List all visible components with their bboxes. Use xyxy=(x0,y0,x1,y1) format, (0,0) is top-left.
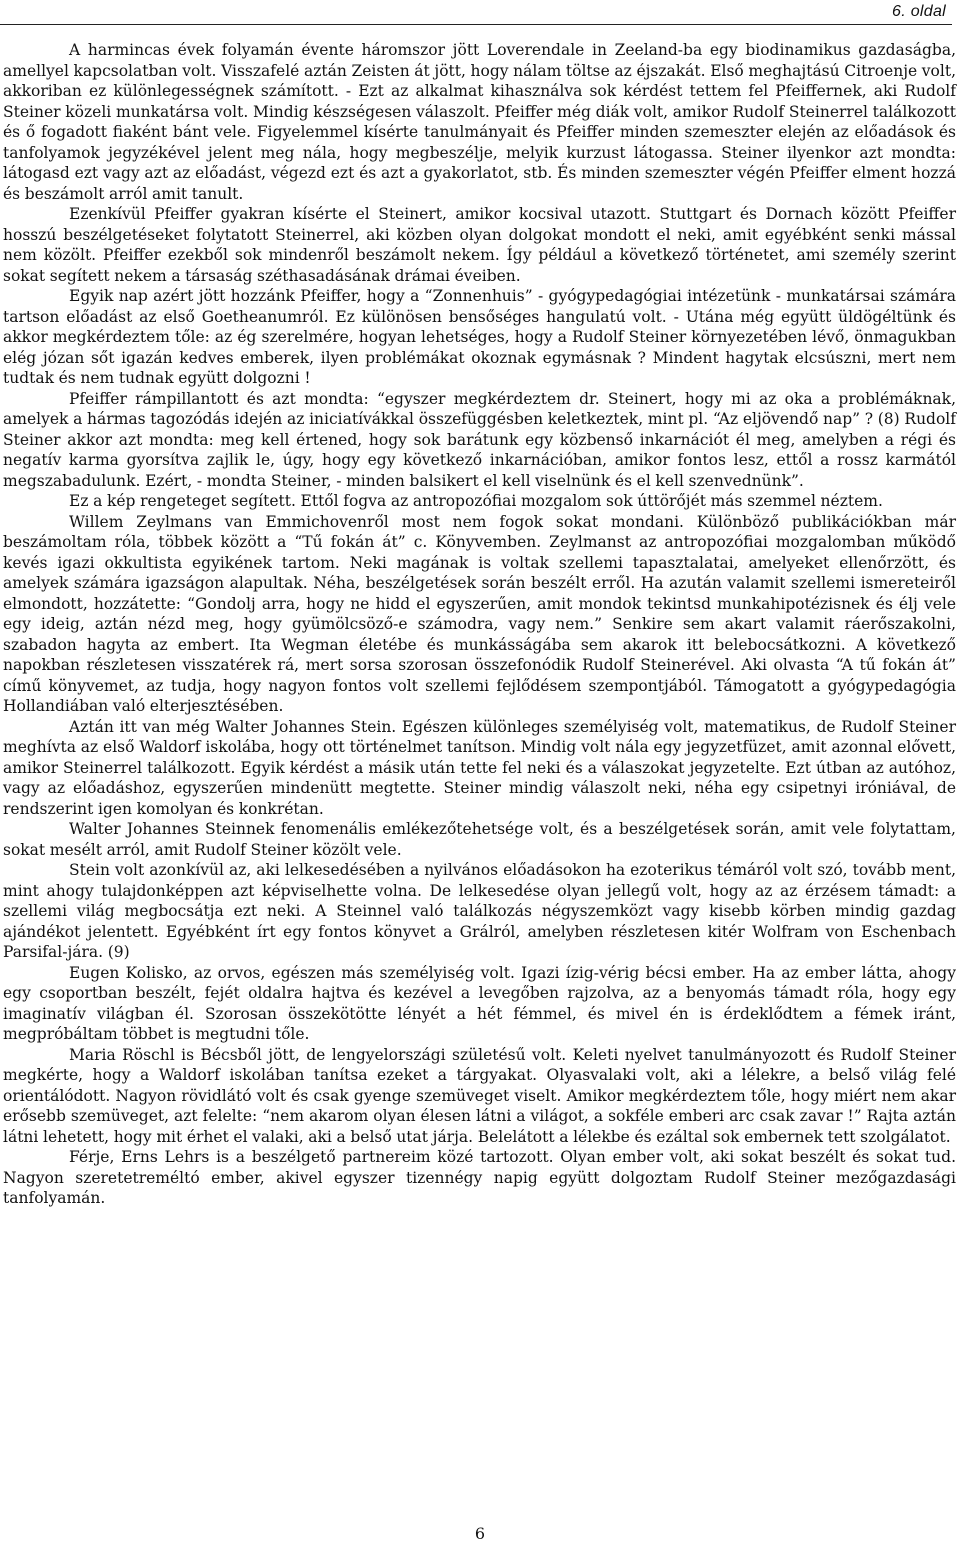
paragraph: A harmincas évek folyamán évente háromszor jött Loverendale in Zeeland-ba egy biodinamikus gazdaságba, amellyel kapcsolatban volt. Visszafelé aztán Zeisten át jött, hogy nálam töltse az éjszakát. Első meghajtású Citroenje volt, akkoriban ez különlegességnek számított. - Ezt az alkalmat kihasználva sok kérdést tettem fel Pfeiffernek, aki Rudolf Steiner közeli munkatársa volt. Mindig készségesen válaszolt. Pfeiffer még diák volt, amikor Rudolf Steinerrel találkozott és ő fogadott fiaként bánt vele. Figyelemmel kísérte tanulmányait és Pfeiffer minden szemeszter elején az előadások és tanfolyamok jegyzékével jelent meg nála, hogy megbeszélje, melyik kurzust látogassa. Steiner ilyenkor azt mondta: látogasd ezt vagy azt az előadást, végezd ezt és azt a gyakorlatot, stb. És minden szemeszter végén Pfeiffer elment hozzá és beszámolt arról amit tanult. xyxy=(3,41,956,203)
paragraph: Eugen Kolisko, az orvos, egészen más személyiség volt. Igazi ízig-vérig bécsi ember. Ha az ember látta, ahogy egy csoportban beszélt, fejét oldalra hajtva és kezével a levegőben rajzolva, az a benyomás támadt róla, hogy egy imaginatív világban él. Szorosan összekötötte lényét a hét fémmel, és mivel én is érdeklődtem a fémek iránt, megpróbáltam többet is megtudni tőle. xyxy=(3,963,956,1043)
paragraph: Pfeiffer rámpillantott és azt mondta: “egyszer megkérdeztem dr. Steinert, hogy mi az oka a problémáknak, amelyek a hármas tagozódás idején az iniciatívákkal összefüggésben keletkeztek, mint pl. “Az eljövendő nap” ? (8) Rudolf Steiner akkor azt mondta: meg kell értened, hogy sok barátunk egy közbenső inkarnációt él meg, amelyben a régi és negatív karma gyorsítva zajlik le, úgy, hogy egy következő inkarnációban, amikor fontos lesz, ettől a rossz karmától megszabadulunk. Ezért, - mondta Steiner, - minden balsikert el kell viselnünk és el kell szenvednünk”. xyxy=(3,389,956,490)
document-body xyxy=(3,40,956,1209)
page-number: 6 xyxy=(474,1524,486,1543)
paragraph: Aztán itt van még Walter Johannes Stein. Egészen különleges személyiség volt, matematikus, de Rudolf Steiner meghívta az első Waldorf iskolába, hogy ott történelmet tanítson. Mindig volt nála egy jegyzetfüzet, amit azonnal elővett, amikor Steinerrel találkozott. Egyik kérdést a másik után tette fel neki és a válaszokat jegyzetelte. Ezt útban az autóhoz, vagy az előadáshoz, egyszerűen mindenütt megtette. Steiner mindig válaszolt neki, néha egy csipetnyi iróniával, de rendszerint igen komolyan és konkrétan. xyxy=(3,717,956,818)
paragraph: Maria Röschl is Bécsből jött, de lengyelországi születésű volt. Keleti nyelvet tanulmányozott és Rudolf Steiner megkérte, hogy a Waldorf iskolában tanítsa ezeket a tárgyakat. Olyasvalaki volt, aki a lélekre, a belső világ felé orientálódott. Nagyon rövidlátó volt és csak gyenge szemüveget viselt. Amikor megkérdeztem tőle, hogy miért nem akar erősebb szemüveget, azt felelte: “nem akarom olyan élesen látni a világot, a sokféle emberi arc csak zavar !” Rajta aztán látni lehetett, hogy mit érhet el valaki, aki a belső utat járja. Belelátott a lélekbe és ezáltal sok embernek tett szolgálatot. xyxy=(3,1045,956,1146)
header-rule xyxy=(0,24,952,25)
paragraph: Willem Zeylmans van Emmichovenről most nem fogok sokat mondani. Különböző publikációkban már beszámoltam róla, többek között a “Tű fokán át” c. Könyvemben. Zeylmanst az antropozófiai mozgalomban működő kevés igazi okkultista egyikének tartom. Neki magának is voltak szellemi tapasztalatai, amelyeket ellenőrzött, és amelyek számára igazságon alapultak. Néha, beszélgetések során beszélt erről. Ha azután valamit szellemi ismereteiről elmondott, hozzátette: “Gondolj arra, hogy ne hidd el egyszerűen, amit mondok tekintsd munkahipotézisnek és élj vele egy ideig, aztán nézd meg, hogy gyümölcsöző-e számodra, vagy nem.” Senkire sem akart valamit ráerőszakolni, szabadon hagyta az embert. Ita Wegman életébe és munkásságába sem akarok itt belebocsátkozni. A következő napokban részletesen visszatérek rá, mert sorsa szorosan összefonódik Rudolf Steinerével. Aki olvasta “A tű fokán át” című könyvemet, az tudja, hogy nagyon fontos volt szellemi fejlődésem szempontjából. Támogatott a gyógypedagógia Hollandiában való elterjesztésében. xyxy=(3,512,956,715)
paragraph: Ez a kép rengeteget segített. Ettől fogva az antropozófiai mozgalom sok úttörőjét más szemmel néztem. xyxy=(69,492,883,510)
paragraph: Walter Johannes Steinnek fenomenális emlékezőtehetsége volt, és a beszélgetések során, amit vele folytattam, sokat mesélt arról, amit Rudolf Steiner közölt vele. xyxy=(3,820,956,859)
page-header-label: 6. oldal xyxy=(892,3,946,20)
paragraph: Stein volt azonkívül az, aki lelkesedésében a nyilvános előadásokon ha ezoterikus témáról volt szó, tovább ment, mint ahogy tulajdonképpen azt képviselhette volna. De lelkesedése olyan jellegű volt, hogy az az érzésem támadt: a szellemi világ megbocsátja ezt neki. A Steinnel való találkozás négyszemközt vagy kisebb körben mindig gazdag ajándékot jelentett. Egyébként írt egy fontos könyvet a Grálról, amelyben részletesen kitér Wolfram von Eschenbach Parsifal-jára. (9) xyxy=(3,861,956,961)
paragraph: Ezenkívül Pfeiffer gyakran kísérte el Steinert, amikor kocsival utazott. Stuttgart és Dornach között Pfeiffer hosszú beszélgetéseket folytatott Steinerrel, aki közben olyan dolgokat mondott el neki, amit egyébként senki mással nem közölt. Pfeiffer ezekből sok mindenről beszámolt nekem. Így például a következő történetet, ami személy szerint sokat segített nekem a társaság széthasadásának drámai éveiben. xyxy=(3,205,956,285)
paragraph: Férje, Erns Lehrs is a beszélgető partnereim közé tartozott. Olyan ember volt, aki sokat beszélt és sokat tud. Nagyon szeretetreméltó ember, akivel egyszer tizennégy napig együtt dolgoztam Rudolf Steiner mezőgazdasági tanfolyamán. xyxy=(3,1148,956,1207)
paragraph: Egyik nap azért jött hozzánk Pfeiffer, hogy a “Zonnenhuis” - gyógypedagógiai intézetünk - munkatársai számára tartson előadást az első Goetheanumról. Ez különösen bensőséges hangulatú volt. - Utána még együtt üldögéltünk és akkor megkérdeztem tőle: az ég szerelmére, hogyan lehetséges, hogy a Rudolf Steiner környezetében lévő, önmagukban elég józan sőt igazán kedves emberek, ilyen problémákat okoznak egymásnak ? Mindent hagytak elcsúszni, mert nem tudtak és nem tudnak együtt dolgozni ! xyxy=(3,287,956,387)
